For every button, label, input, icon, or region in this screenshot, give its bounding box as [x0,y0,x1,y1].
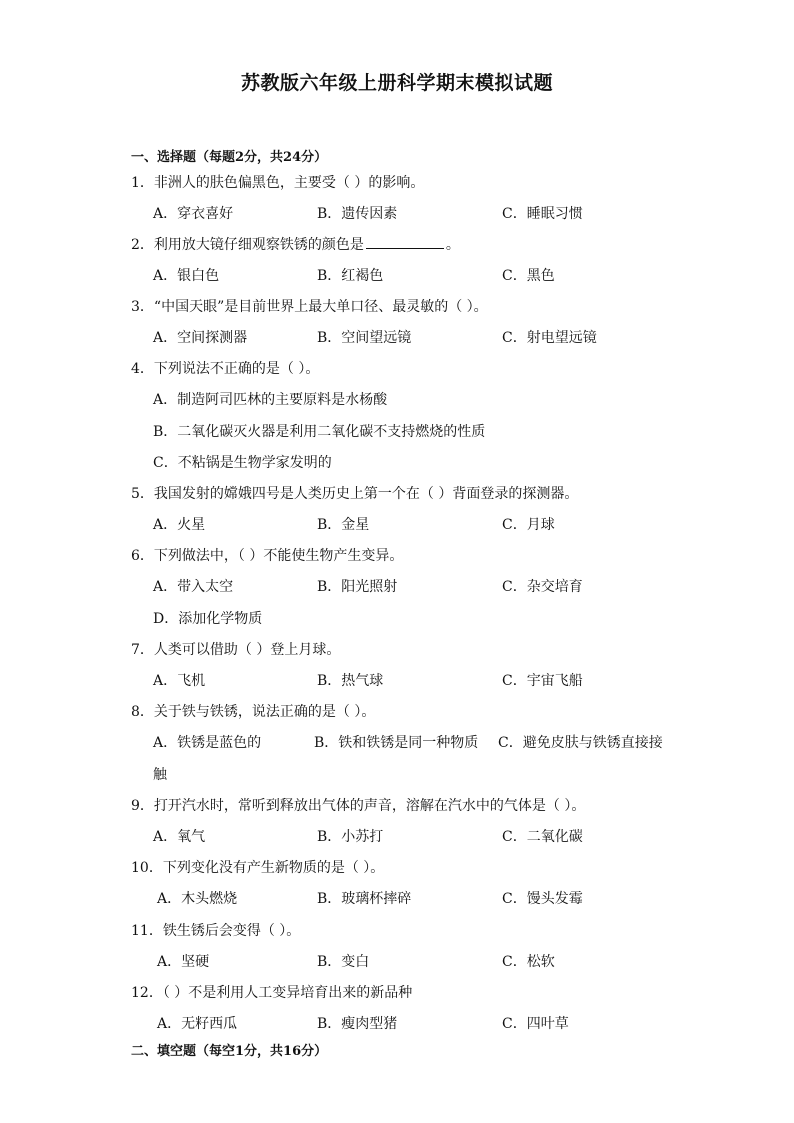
q2-option-c: C．黑色 [502,268,555,284]
q9-option-a: A．氧气 [153,829,206,845]
question-7: 7．人类可以借助（ ）登上月球。 [131,642,341,658]
q4-option-b: B．二氧化碳灭火器是利用二氧化碳不支持燃烧的性质 [153,424,486,440]
q6-option-a: A．带入太空 [153,579,234,595]
q5-option-b: B．金星 [317,517,370,533]
question-4: 4．下列说法不正确的是（ ）。 [131,361,320,377]
question-10: 10．下列变化没有产生新物质的是（ ）。 [131,860,385,876]
q8-option-a: A．铁锈是蓝色的 [153,735,262,751]
question-5: 5．我国发射的嫦娥四号是人类历史上第一个在（ ）背面登录的探测器。 [131,486,579,502]
q7-option-b: B．热气球 [317,673,384,689]
q10-option-a: A．木头燃烧 [157,891,238,907]
q11-option-a: A．坚硬 [157,954,210,970]
question-8: 8．关于铁与铁锈，说法正确的是（ ）。 [131,704,376,720]
q1-option-b: B．遗传因素 [317,206,398,222]
q8-option-b: B．铁和铁锈是同一种物质 [314,735,479,751]
q10-option-b: B．玻璃杯摔碎 [317,891,412,907]
q2-option-b: B．红褐色 [317,268,384,284]
q7-option-c: C．宇宙飞船 [502,673,583,689]
q12-option-b: B．瘦肉型猪 [317,1016,398,1032]
q2-option-a: A．银白色 [153,268,220,284]
q8-option-c-wrap: 触 [153,767,167,783]
q3-option-a: A．空间探测器 [153,330,248,346]
q6-option-b: B．阳光照射 [317,579,398,595]
question-6: 6．下列做法中，（ ）不能使生物产生变异。 [131,548,404,564]
q4-option-a: A．制造阿司匹林的主要原料是水杨酸 [153,392,388,408]
q11-option-b: B．变白 [317,954,370,970]
q9-option-c: C．二氧化碳 [502,829,583,845]
q11-option-c: C．松软 [502,954,555,970]
q8-option-c: C．避免皮肤与铁锈直接接 [498,735,663,751]
q3-option-b: B．空间望远镜 [317,330,412,346]
question-2 [131,234,460,254]
page-title: 苏教版六年级上册科学期末模拟试题 [240,72,553,94]
q12-option-a: A．无籽西瓜 [157,1016,238,1032]
q4-option-c: C．不粘锅是生物学家发明的 [153,455,332,471]
question-12: 12．（ ）不是利用人工变异培育出来的新品种 [131,985,413,1001]
section-heading-fill: 二、填空题（每空1分，共16分） [131,1044,328,1059]
q5-option-a: A．火星 [153,517,206,533]
question-1: 1．非洲人的肤色偏黑色，主要受（ ）的影响。 [131,175,425,191]
q7-option-a: A．飞机 [153,673,206,689]
q9-option-b: B．小苏打 [317,829,384,845]
q1-option-a: A．穿衣喜好 [153,206,234,222]
answer-blank [366,234,444,249]
question-3: 3．“中国天眼”是目前世界上最大单口径、最灵敏的（ ）。 [131,299,488,315]
section-heading-choice: 一、选择题（每题2分，共24分） [131,150,328,165]
q2-stem-end: 。 [445,237,460,253]
q3-option-c: C．射电望远镜 [502,330,597,346]
q1-option-c: C．睡眠习惯 [502,206,583,222]
q6-option-c: C．杂交培育 [502,579,583,595]
question-11: 11．铁生锈后会变得（ ）。 [131,923,301,939]
q5-option-c: C．月球 [502,517,555,533]
q6-option-d: D．添加化学物质 [153,611,263,627]
q2-stem-text: 2．利用放大镜仔细观察铁锈的颜色是 [131,237,364,253]
q10-option-c: C．馒头发霉 [502,891,583,907]
q12-option-c: C．四叶草 [502,1016,569,1032]
question-9: 9．打开汽水时，常听到释放出气体的声音，溶解在汽水中的气体是（ ）。 [131,798,586,814]
